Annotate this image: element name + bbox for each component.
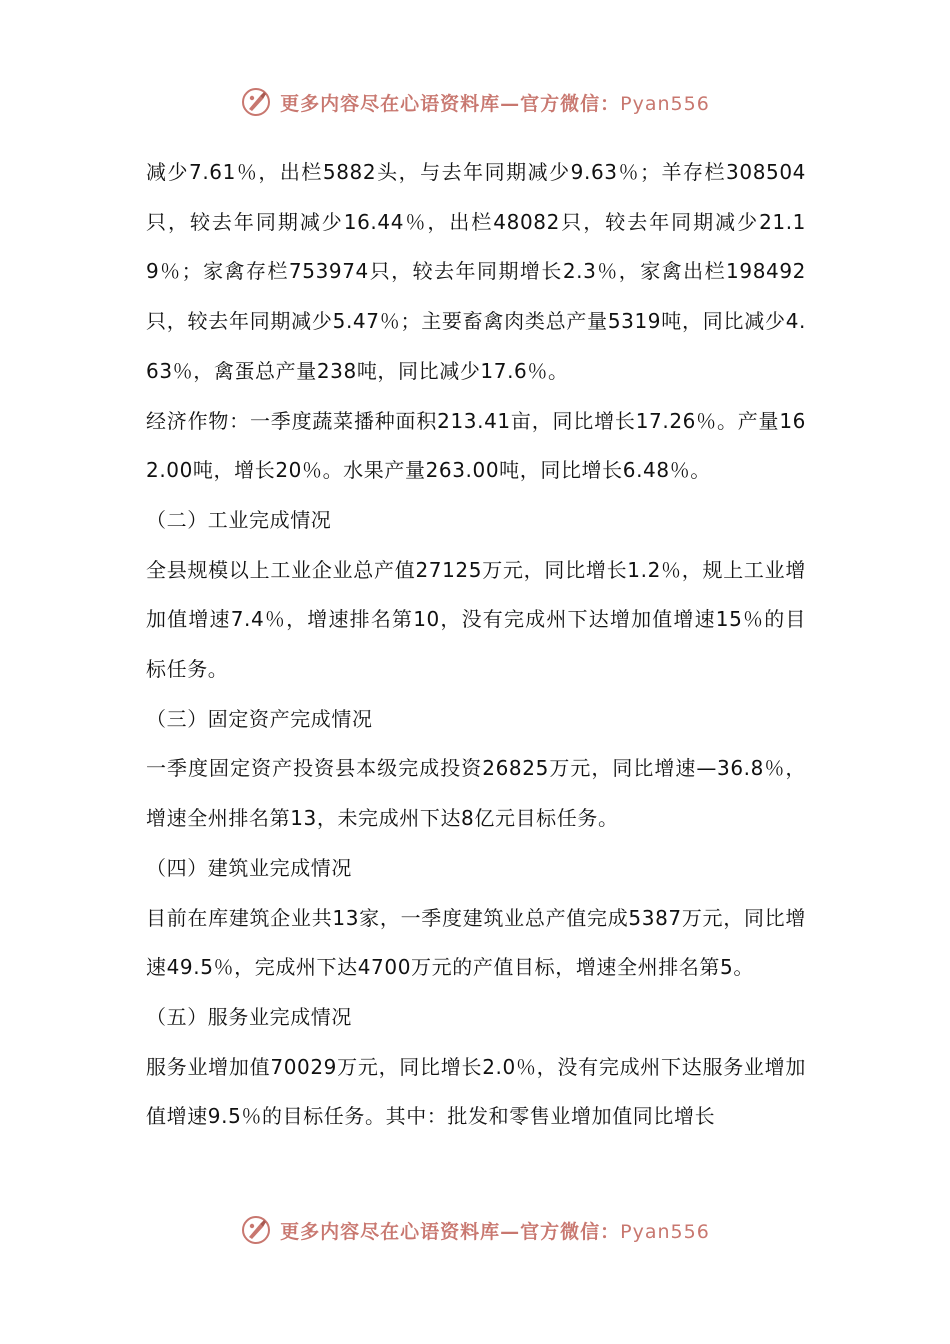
paragraph-livestock: 减少7.61％，出栏5882头，与去年同期减少9.63％；羊存栏308504只，较去年同期减少16.44％，出栏48082只，较去年同期减少21.19％；家禽存栏753974只，较去年同期增长2.3％，家禽出栏198492只，较去年同期减少5.47％；主要畜禽肉类总产量5319吨，同比减少4.63％，禽蛋总产量238吨，同比减少17.6％。 [146, 160, 806, 383]
heading-industry: （二）工业完成情况 [146, 507, 332, 532]
document-body [146, 148, 806, 1142]
heading-services: （五）服务业完成情况 [146, 1004, 352, 1029]
paragraph-services: 服务业增加值70029万元，同比增长2.0％，没有完成州下达服务业增加值增速9.5％的目标任务。其中：批发和零售业增加值同比增长 [146, 1054, 806, 1129]
banner-handle: Pyan556 [620, 1220, 710, 1243]
banner-text: 更多内容尽在心语资料库—官方微信：Pyan556 [280, 92, 710, 115]
paragraph-cash-crops: 经济作物：一季度蔬菜播种面积213.41亩，同比增长17.26％。产量162.00吨，增长20％。水果产量263.00吨，同比增长6.48％。 [146, 408, 806, 483]
paragraph-construction: 目前在库建筑企业共13家，一季度建筑业总产值完成5387万元，同比增速49.5％，完成州下达4700万元的产值目标，增速全州排名第5。 [146, 905, 806, 980]
heading-construction: （四）建筑业完成情况 [146, 855, 352, 880]
pen-nib-circle-icon [240, 86, 272, 118]
pen-nib-circle-icon [240, 1214, 272, 1246]
footer-banner [0, 1212, 950, 1248]
paragraph-industry: 全县规模以上工业企业总产值27125万元，同比增长1.2％，规上工业增加值增速7.4％，增速排名第10，没有完成州下达增加值增速15％的目标任务。 [146, 557, 806, 682]
banner-text: 更多内容尽在心语资料库—官方微信：Pyan556 [280, 1220, 710, 1243]
banner-handle: Pyan556 [620, 92, 710, 115]
header-banner [0, 84, 950, 120]
paragraph-fixed-assets: 一季度固定资产投资县本级完成投资26825万元，同比增速—36.8％，增速全州排名第13，未完成州下达8亿元目标任务。 [146, 756, 806, 831]
heading-fixed-assets: （三）固定资产完成情况 [146, 706, 373, 731]
